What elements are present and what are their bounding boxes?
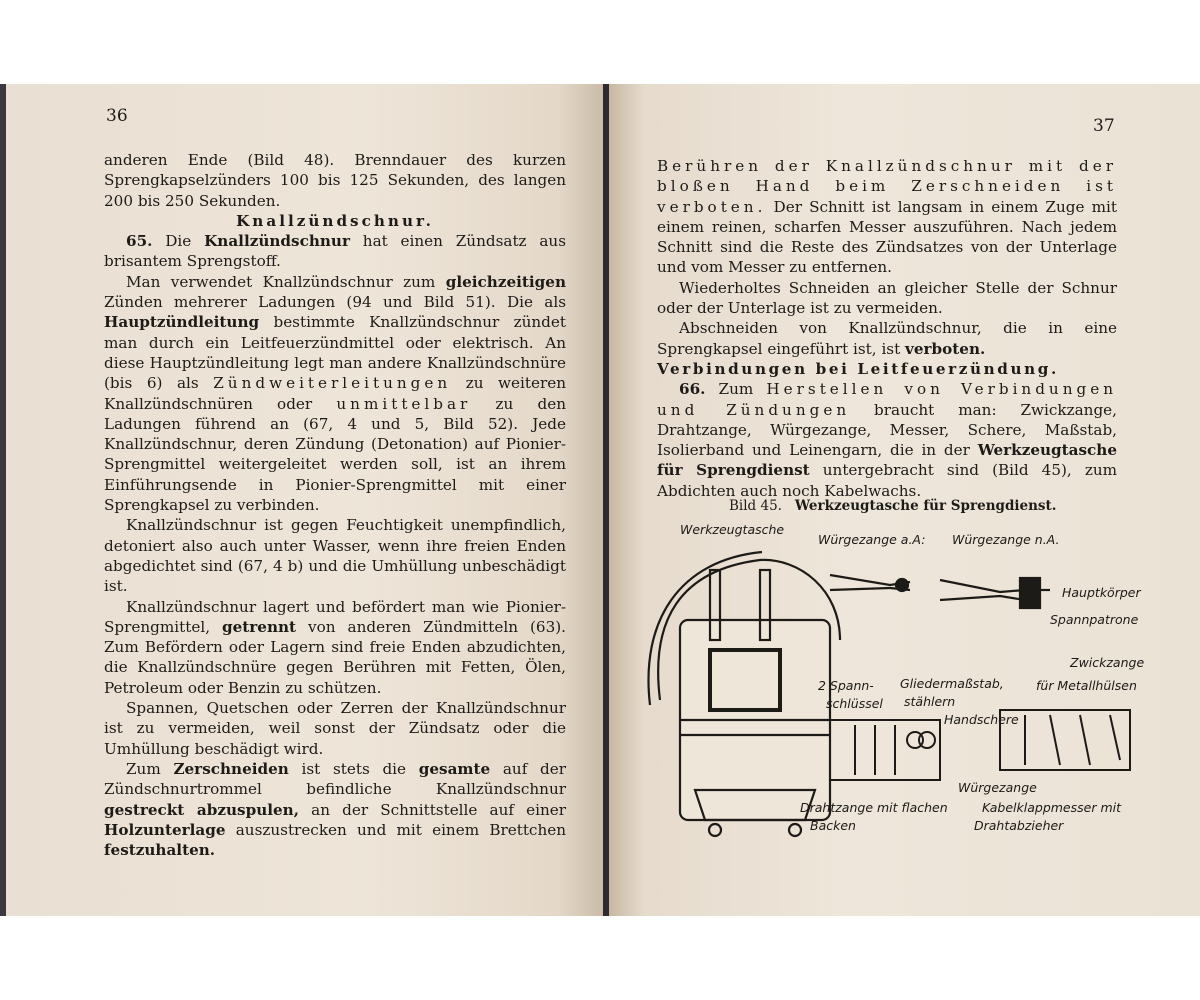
spaced-term: verboten. bbox=[657, 197, 767, 216]
figure-caption bbox=[729, 498, 1056, 514]
paragraph bbox=[657, 156, 1117, 278]
bold-term: festzuhalten. bbox=[104, 841, 216, 860]
text-run: Zum bbox=[126, 759, 174, 778]
bold-term: gesamte bbox=[418, 759, 491, 778]
bold-term: Zerschneiden bbox=[173, 759, 289, 778]
bold-term: gestreckt abzuspulen, bbox=[104, 800, 300, 819]
label-drahtzange-2: Backen bbox=[810, 818, 856, 833]
spaced-term: unmittelbar bbox=[336, 394, 472, 413]
wuergezange-na-drawing bbox=[940, 580, 1025, 600]
label-kabelklappmesser-2: Drahtabzieher bbox=[974, 818, 1064, 833]
text-run: braucht man: Zwickzange, Drahtzange, Würgezange, Messer, Schere, Maßstab, Isolierband und Leinengarn, die in der bbox=[657, 400, 1117, 460]
text-run: Knallzündschnur lagert und befördert man wie Pionier-Sprengmittel, bbox=[104, 597, 566, 636]
bold-term: Knallzündschnur bbox=[204, 232, 350, 251]
paragraph bbox=[104, 597, 566, 698]
label-spannschluessel-1: 2 Spann- bbox=[818, 678, 874, 693]
label-kabelklappmesser-1: Kabelklappmesser mit bbox=[982, 800, 1121, 815]
left-page-text bbox=[104, 150, 566, 860]
label-wuergezange: Würgezange bbox=[958, 780, 1037, 795]
paragraph-66 bbox=[657, 379, 1117, 501]
paragraph: anderen Ende (Bild 48). Brenndauer des kurzen Sprengkapselzünders 100 bis 125 Sekunden, des langen 200 bis 250 Sekunden. bbox=[104, 151, 566, 210]
label-fuer-metallhuelsen: für Metallhülsen bbox=[1036, 678, 1137, 693]
bold-term: gleichzeitigen bbox=[445, 272, 566, 291]
paragraph-number: 66. bbox=[679, 380, 706, 399]
paragraph bbox=[104, 759, 566, 860]
page-number-left: 36 bbox=[106, 106, 128, 126]
text-run: Der Schnitt ist langsam in einem Zuge mit einem reinen, scharfen Messer auszuführen. Nach jedem Schnitt sind die Reste des Zündsatzes von der Unterlage und vom Messer zu entfernen. bbox=[657, 197, 1117, 277]
label-wuergezange-aa: Würgezange a.A: bbox=[818, 532, 926, 547]
paragraph: Wiederholtes Schneiden an gleicher Stelle der Schnur oder der Unterlage ist zu vermeiden. bbox=[657, 278, 1117, 318]
spaced-term: Zündweiterleitungen bbox=[213, 374, 452, 393]
text-run: an der Schnittstelle auf einer bbox=[299, 800, 567, 819]
label-spannschluessel-2: schlüssel bbox=[826, 696, 883, 711]
label-spannpatrone: Spannpatrone bbox=[1050, 612, 1139, 627]
pliers-drawings bbox=[830, 575, 1050, 608]
text-run: ist stets die bbox=[288, 759, 419, 778]
paragraph bbox=[104, 272, 566, 516]
text-run: Zünden mehrerer Ladungen (94 und Bild 51). Die als bbox=[104, 293, 566, 312]
caption-title: Werkzeugtasche für Sprengdienst. bbox=[794, 498, 1057, 514]
paragraph bbox=[657, 318, 1117, 359]
paragraph-65 bbox=[104, 231, 566, 272]
text-run: zu den Ladungen führend an (67, 4 und 5, Bild 52). Jede Knallzündschnur, deren Zündung (Detonation) auf Pionier-Sprengmittel weitergeleitet werden soll, ist an ihrem Einführungsende in Pionier-Sprengmittel mit einer Sprengkapsel zu verbinden. bbox=[104, 394, 566, 515]
paragraph-number: 65. bbox=[126, 232, 153, 251]
bag-drawing bbox=[648, 552, 840, 836]
section-heading: Verbindungen bei Leitfeuerzündung. bbox=[657, 359, 1059, 378]
text-run: von anderen Zündmitteln (63). Zum Befördern oder Lagern sind freie Enden abzudichten, die Knallzündschnüre gegen Berühren mit Fetten, Ölen, Petroleum oder Benzin zu schützen. bbox=[104, 617, 566, 697]
text-run: untergebracht sind (Bild 45), zum Abdichten auch noch Kabelwachs. bbox=[657, 461, 1118, 500]
label-werkzeugtasche: Werkzeugtasche bbox=[680, 522, 785, 537]
bold-term: getrennt bbox=[222, 617, 297, 636]
text-run: Die bbox=[152, 232, 205, 251]
section-heading: Knallzündschnur. bbox=[236, 211, 434, 230]
text-run: bestimmte Knallzündschnur zündet man durch ein Leitfeuerzündmittel oder elektrisch. An diese Hauptzündleitung legt man andere Knallzündschnüre (bis 6) als bbox=[104, 313, 566, 393]
label-zwickzange: Zwickzange bbox=[1070, 655, 1145, 670]
hauptkoerper-drawing bbox=[1020, 578, 1040, 608]
page-number-right: 37 bbox=[1093, 116, 1115, 136]
spaced-term: Herstellen von Verbindungen und Zündungen bbox=[657, 380, 1117, 419]
bold-term: Hauptzündleitung bbox=[104, 313, 260, 332]
text-run: hat einen Zündsatz aus brisantem Sprengstoff. bbox=[104, 232, 566, 271]
text-run: Zum bbox=[705, 380, 767, 399]
spaced-text: Berühren der Knallzündschnur mit der bloßen Hand beim Zerschneiden ist bbox=[657, 157, 1117, 196]
label-handschere: Handschere bbox=[944, 712, 1019, 727]
label-gliedermassstab-1: Gliedermaßstab, bbox=[900, 676, 1004, 691]
bold-term: verboten. bbox=[905, 339, 986, 358]
text-run: Abschneiden von Knallzündschnur, die in eine Sprengkapsel eingeführt ist, ist bbox=[657, 319, 1117, 358]
paragraph: Knallzündschnur ist gegen Feuchtigkeit unempfindlich, detoniert also auch unter Wasser, wenn ihre freien Enden abgedichtet sind (67, 4 b) und die Umhüllung unbeschädigt ist. bbox=[104, 516, 566, 596]
caption-number: Bild 45. bbox=[729, 498, 782, 514]
text-run: Man verwendet Knallzündschnur zum bbox=[126, 272, 446, 291]
label-drahtzange-1: Drahtzange mit flachen bbox=[800, 800, 948, 815]
left-page bbox=[0, 84, 606, 916]
paragraph: Spannen, Quetschen oder Zerren der Knallzündschnur ist zu vermeiden, weil sonst der Zündsatz oder die Umhüllung beschädigt wird. bbox=[104, 699, 566, 758]
text-run: auszustrecken und mit einem Brettchen bbox=[225, 820, 566, 839]
label-hauptkoerper: Hauptkörper bbox=[1062, 585, 1141, 600]
right-page-text bbox=[657, 156, 1117, 501]
bold-term: Werkzeugtasche für Sprengdienst bbox=[657, 441, 1117, 480]
text-run: auf der Zündschnurtrommel befindliche Knallzündschnur bbox=[104, 759, 566, 799]
label-wuergezange-na: Würgezange n.A. bbox=[952, 532, 1060, 547]
text-run: zu weiteren Knallzündschnüren oder bbox=[104, 374, 567, 413]
bold-term: Holzunterlage bbox=[104, 820, 226, 839]
label-gliedermassstab-2: stählern bbox=[904, 694, 956, 709]
tool-panel-left bbox=[830, 720, 940, 780]
